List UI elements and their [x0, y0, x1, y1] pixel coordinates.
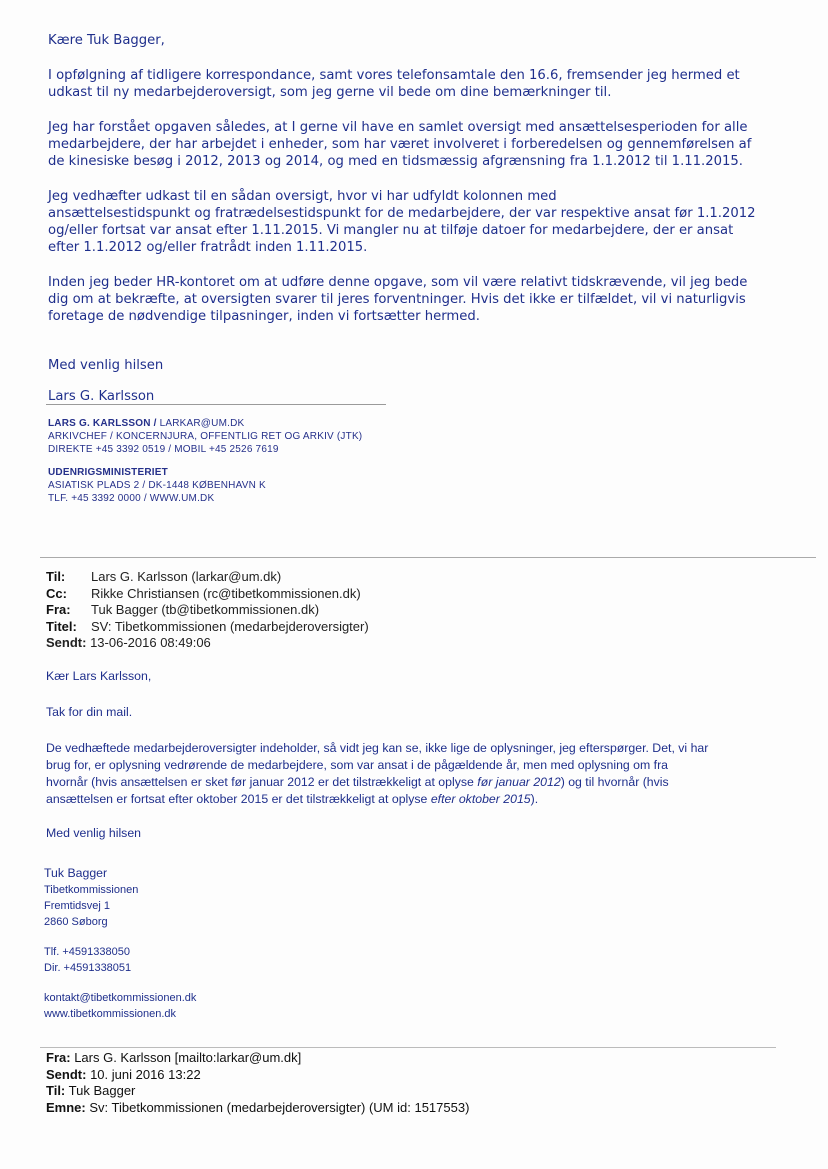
- paragraph-line: Inden jeg beder HR-kontoret om at udføre denne opgave, som vil være relativt tidskrævende, vil jeg bede: [48, 275, 748, 290]
- letter-1: [48, 32, 818, 405]
- sent-value: 10. juni 2016 13:22: [90, 1066, 201, 1082]
- cc-label: Cc:: [46, 585, 67, 601]
- paragraph-line: ansættelsestidspunkt og fratrædelsestidspunkt for de medarbejdere, der var respektive ansat før 1.1.2012: [48, 206, 756, 221]
- closing: Med venlig hilsen: [46, 826, 142, 840]
- paragraph-line: og/eller fortsat var ansat efter 1.11.2015. Vi mangler nu at tilføje datoer for medarbejdere, der er ansat: [48, 223, 734, 238]
- signature-phones: DIREKTE +45 3392 0519 / MOBIL +45 2526 7619: [48, 444, 279, 455]
- paragraph-line: medarbejdere, der har arbejdet i enheder, som har været involveret i forberedelsen og gennemførelsen af: [48, 137, 752, 152]
- text-span: hvornår (hvis ansættelsen er sket før januar 2012 er det tilstrækkeligt at oplyse: [46, 775, 478, 789]
- email-divider-1: [40, 557, 816, 558]
- signature-divider: [46, 404, 386, 405]
- signature-address: ASIATISK PLADS 2 / DK-1448 KØBENHAVN K: [48, 480, 266, 491]
- paragraph-line: udkast til ny medarbejderoversigt, som jeg gerne vil bede om dine bemærkninger til.: [48, 85, 612, 100]
- signature-phone: Tlf. +4591338050: [44, 946, 130, 958]
- to-label: Til:: [46, 569, 66, 584]
- paragraph-line: brug for, er oplysning vedrørende de medarbejdere, som var ansat i de pågældende år, men med oplysning om fra: [46, 758, 669, 772]
- paragraph-line: de kinesiske besøg i 2012, 2013 og 2014, og med en tidsmæssig afgrænsning fra 1.1.2012 til 1.11.2015.: [48, 154, 743, 169]
- text-italic: efter oktober 2015: [430, 792, 531, 806]
- signature-name: Tuk Bagger: [44, 866, 108, 880]
- from-value: Lars G. Karlsson [mailto:larkar@um.dk]: [74, 1050, 302, 1065]
- closing: Med venlig hilsen: [48, 358, 164, 373]
- text-span: ) og til hvornår (hvis: [560, 775, 669, 789]
- paragraph-line: I opfølgning af tidligere korrespondance, samt vores telefonsamtale den 16.6, fremsender jeg hermed et: [48, 68, 740, 83]
- paragraph-line: [46, 774, 821, 791]
- sender-name: Lars G. Karlsson: [48, 389, 155, 404]
- signature-org: Tibetkommissionen: [44, 884, 139, 896]
- signature-sep: /: [150, 418, 160, 429]
- subject-value: SV: Tibetkommissionen (medarbejderoversigter): [91, 618, 369, 634]
- to-value: Tuk Bagger: [68, 1083, 136, 1098]
- signature-block: [48, 417, 548, 505]
- signature-email[interactable]: LARKAR@UM.DK: [159, 418, 245, 429]
- thanks: Tak for din mail.: [46, 705, 133, 719]
- text-span: ansættelsen er fortsat efter oktober 2015 er det tilstrækkeligt at oplyse: [46, 792, 431, 806]
- signature-name: LARS G. KARLSSON: [48, 418, 151, 429]
- paragraph-line: [46, 791, 821, 808]
- signature-block-2: [44, 865, 444, 1022]
- subject-label: Emne:: [46, 1099, 86, 1115]
- from-label: Fra:: [46, 602, 71, 617]
- signature-website[interactable]: www.tibetkommissionen.dk: [44, 1008, 177, 1020]
- paragraph-line: efter 1.1.2012 og/eller fratrådt inden 1.11.2015.: [48, 240, 368, 255]
- subject-value: Sv: Tibetkommissionen (medarbejderoversigter) (UM id: 1517553): [89, 1099, 470, 1115]
- from-label: Fra:: [46, 1050, 71, 1065]
- sent-label: Sendt:: [46, 1066, 87, 1082]
- subject-label: Titel:: [46, 618, 77, 634]
- email-header-1: [46, 569, 746, 652]
- signature-email[interactable]: kontakt@tibetkommissionen.dk: [44, 992, 197, 1004]
- signature-direct-phone: Dir. +4591338051: [44, 962, 132, 974]
- sent-value: 13-06-2016 08:49:06: [90, 635, 211, 650]
- paragraph-line: Jeg vedhæfter udkast til en sådan oversigt, hvor vi har udfyldt kolonnen med: [48, 189, 557, 204]
- paragraph-line: De vedhæftede medarbejderoversigter indeholder, så vidt jeg kan se, ikke lige de oplysninger, jeg efterspørger. Det, vi har: [46, 741, 709, 755]
- greeting: Kær Lars Karlsson,: [46, 669, 152, 683]
- to-value: Lars G. Karlsson (larkar@um.dk): [91, 569, 282, 584]
- signature-org: UDENRIGSMINISTERIET: [48, 467, 168, 478]
- text-italic: før januar 2012: [477, 775, 561, 789]
- signature-title: ARKIVCHEF / KONCERNJURA, OFFENTLIG RET OG ARKIV (JTK): [48, 431, 363, 442]
- signature-city: 2860 Søborg: [44, 916, 108, 928]
- greeting: Kære Tuk Bagger,: [48, 33, 165, 48]
- to-label: Til:: [46, 1083, 66, 1098]
- paragraph-line: foretage de nødvendige tilpasninger, inden vi fortsætter hermed.: [48, 309, 480, 324]
- email-header-2: [46, 1050, 806, 1116]
- email-divider-2: [40, 1047, 776, 1048]
- signature-tel: TLF. +45 3392 0000 / WWW.UM.DK: [48, 493, 215, 504]
- sent-label: Sendt:: [46, 635, 87, 650]
- from-value: Tuk Bagger (tb@tibetkommissionen.dk): [91, 602, 320, 617]
- paragraph-line: Jeg har forstået opgaven således, at I gerne vil have en samlet oversigt med ansættelsesperioden for alle: [48, 120, 748, 135]
- text-span: ).: [530, 792, 539, 806]
- signature-street: Fremtidsvej 1: [44, 900, 111, 912]
- letter-2: [46, 668, 821, 842]
- paragraph-line: dig om at bekræfte, at oversigten svarer til jeres forventninger. Hvis det ikke er tilfældet, vil vi naturligvis: [48, 292, 746, 307]
- cc-value: Rikke Christiansen (rc@tibetkommissionen.dk): [91, 585, 361, 601]
